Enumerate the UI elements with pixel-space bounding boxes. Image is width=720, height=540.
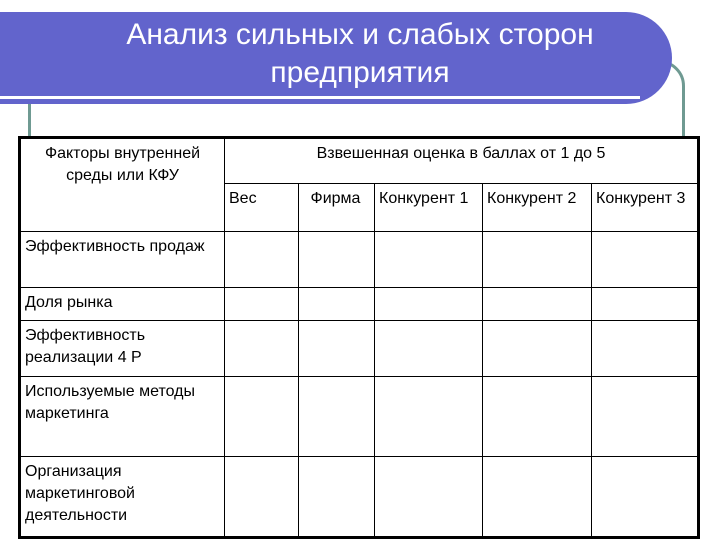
subheader-competitor-1: Конкурент 1 xyxy=(375,184,483,232)
table-row xyxy=(21,232,698,288)
subheader-weight: Вес xyxy=(225,184,299,232)
table-cell xyxy=(375,232,483,288)
table-cell xyxy=(299,321,375,377)
table-cell xyxy=(375,288,483,321)
subheader-competitor-3: Конкурент 3 xyxy=(592,184,698,232)
row-label-market-share: Доля рынка xyxy=(21,288,225,321)
table-cell xyxy=(375,457,483,537)
table-cell xyxy=(592,377,698,457)
title-underline xyxy=(0,96,640,99)
table-row xyxy=(21,457,698,537)
header-factors: Факторы внутренней среды или КФУ xyxy=(21,139,225,232)
table-cell xyxy=(375,321,483,377)
table-cell xyxy=(225,457,299,537)
subheader-competitor-2: Конкурент 2 xyxy=(483,184,592,232)
table-row xyxy=(21,321,698,377)
table-cell xyxy=(483,321,592,377)
row-label-sales-efficiency: Эффективность продаж xyxy=(21,232,225,288)
slide-title-line-1: Анализ сильных и слабых сторон xyxy=(126,18,594,51)
table-cell xyxy=(592,457,698,537)
table-cell xyxy=(299,232,375,288)
table-cell xyxy=(225,321,299,377)
row-label-marketing-methods: Используемые методы маркетинга xyxy=(21,377,225,457)
table-cell xyxy=(225,288,299,321)
table-cell xyxy=(483,232,592,288)
table-cell xyxy=(299,288,375,321)
slide-title-line-2: предприятия xyxy=(270,56,450,89)
subheader-firm: Фирма xyxy=(299,184,375,232)
table-cell xyxy=(592,288,698,321)
table-cell xyxy=(483,457,592,537)
row-label-marketing-organization: Организация маркетинговой деятельности xyxy=(21,457,225,537)
table-cell xyxy=(225,377,299,457)
table-cell xyxy=(483,377,592,457)
row-label-4p-efficiency: Эффективность реализации 4 Р xyxy=(21,321,225,377)
table-cell xyxy=(592,232,698,288)
table-row xyxy=(21,377,698,457)
table-cell xyxy=(592,321,698,377)
table-row xyxy=(21,288,698,321)
table-cell xyxy=(483,288,592,321)
analysis-table xyxy=(20,138,698,537)
slide-title xyxy=(60,16,660,92)
table-cell xyxy=(299,457,375,537)
table-cell xyxy=(299,377,375,457)
table-cell xyxy=(375,377,483,457)
table-cell xyxy=(225,232,299,288)
header-weighted-score: Взвешенная оценка в баллах от 1 до 5 xyxy=(225,139,698,184)
